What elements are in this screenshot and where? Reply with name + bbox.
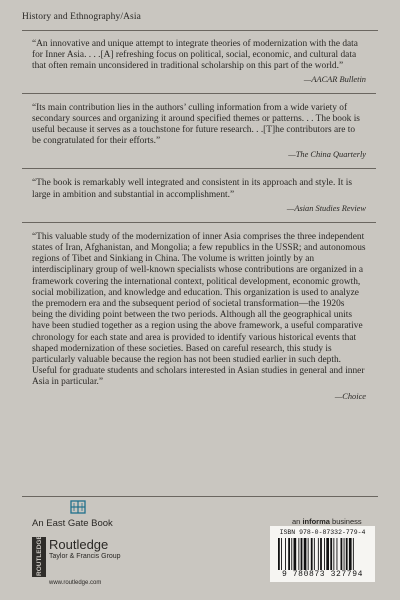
review-quote: “Its main contribution lies in the authors’ culling information from a wide variety of secondary sources and organizing it around specified themes or patterns. . . The book is useful because it serves as a touchstone for future research. . .[T]he contributors are to be congratulated for their efforts.”	[32, 102, 360, 147]
review-divider	[22, 168, 376, 169]
review-source: —Choice	[334, 391, 366, 401]
barcode-number: 9 780873 327794	[281, 570, 363, 579]
review-source: —AACAR Bulletin	[303, 74, 366, 84]
informa-suffix: business	[329, 517, 362, 526]
informa-brand: informa	[302, 517, 330, 526]
publisher-url: www.routledge.com	[49, 580, 102, 586]
publisher-group: Taylor & Francis Group	[49, 553, 121, 560]
review-4	[32, 232, 366, 401]
east-gate-imprint: An East Gate Book	[32, 518, 113, 529]
routledge-logo-icon	[32, 537, 46, 577]
review-divider	[22, 222, 376, 223]
publisher-name: Routledge	[49, 537, 109, 552]
isbn-label: ISBN 978-0-87332-779-4	[279, 529, 366, 536]
top-divider	[22, 30, 378, 31]
review-quote: “An innovative and unique attempt to integrate theories of modernization with the data for Inner Asia. . . .[A] refreshing focus on political, social, economic, and cultural data that often remain unconsidered in traditional scholarship on this part of the world.”	[32, 39, 358, 72]
review-quote: “This valuable study of the modernization of inner Asia comprises the three independent states of Iran, Afghanistan, and Mongolia; a few republics in the USSR; and autonomous regions of Tibet and Sinkiang in China. The volume is written jointly by an interdisciplinary group of well-known specialists whose contributions are organized in a framework covering the international context, political development, economic growth, social mobilization, and knowledge and education. This organization is used to analyze the premodern era and the subsequent period of societal transformation—the 1920s being the dividing point between the two periods. Although all the geographical units have been studied together as a region using the above framework, a useful comparative chronology for each state and area is provided to identify various historical events that shaped modernization of these societies. Based on careful research, this study is particularly valuable because the region has not been studied earlier in such depth. Useful for graduate students and scholars interested in Asian studies in general and inner Asia in particular.”	[32, 231, 366, 388]
review-1	[32, 39, 366, 84]
review-divider	[22, 93, 376, 94]
routledge-logo-text: ROUTLEDGE	[36, 535, 43, 576]
review-source: —The China Quarterly	[288, 150, 366, 160]
east-gate-logo-icon	[70, 500, 86, 514]
review-2	[32, 103, 366, 160]
bottom-divider	[22, 496, 378, 497]
barcode-panel	[270, 526, 375, 582]
review-3	[32, 178, 366, 212]
barcode-icon	[278, 538, 368, 570]
informa-prefix: an	[292, 517, 303, 526]
informa-business-label	[292, 517, 362, 526]
category-label: History and Ethnography/Asia	[22, 12, 141, 22]
review-quote: “The book is remarkably well integrated and consistent in its approach and style. It is large in ambition and substantial in accomplishment.”	[32, 178, 352, 200]
reviews-section	[32, 39, 366, 401]
review-source: —Asian Studies Review	[286, 203, 366, 213]
